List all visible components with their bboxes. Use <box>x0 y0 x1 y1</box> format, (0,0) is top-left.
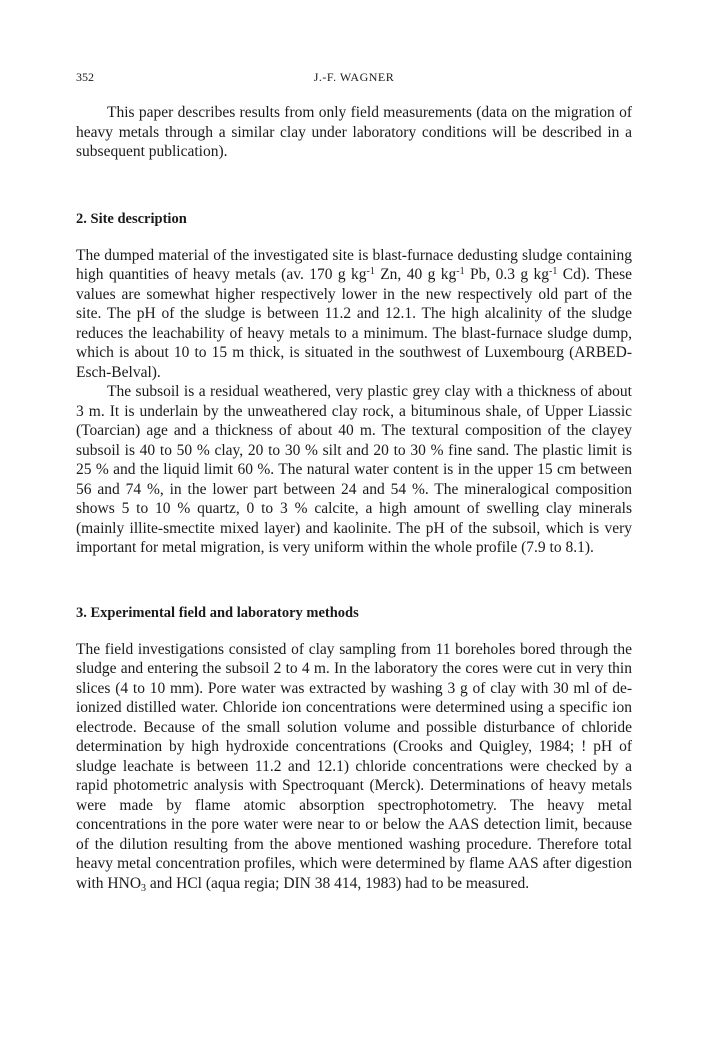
page-header <box>76 70 632 90</box>
text-run: Zn, 40 g kg <box>374 266 457 283</box>
text-run: Cd). These values are somewhat higher respectively lower in the new respectively old part of the site. The pH of the sludge is between 11.2 and 12.1. The high alcalinity of the sludge reduces the leachability of heavy metals to a minimum. The blast-furnace sludge dump, which is about 10 to 15 m thick, is situated in the southwest of Luxembourg (ARBED-Esch-Belval). <box>76 266 632 381</box>
superscript: -1 <box>456 266 465 277</box>
site-description-paragraph-2: The subsoil is a residual weathered, very plastic grey clay with a thickness of about 3 m. It is underlain by the unweathered clay rock, a bituminous shale, of Upper Liassic (Toarcian) age and a thickness of about 40 m. The textural composition of the clayey subsoil is 40 to 50 % clay, 20 to 30 % silt and 20 to 30 % fine sand. The plastic limit is 25 % and the liquid limit 60 %. The natural water content is in the upper 15 cm between 56 and 74 %, in the lower part between 24 and 54 %. The mineralogical composition shows 5 to 10 % quartz, 0 to 3 % calcite, a high amount of swelling clay minerals (mainly illite-smectite mixed layer) and kaolinite. The pH of the subsoil, which is very important for metal migration, is very uniform within the whole profile (7.9 to 8.1). <box>76 383 632 556</box>
intro-paragraph: This paper describes results from only field measurements (data on the migration of heavy metals through a similar clay under laboratory conditions will be described in a subsequent publication). <box>76 104 632 160</box>
methods-paragraph-1 <box>76 640 632 894</box>
page-number: 352 <box>76 70 94 84</box>
running-head: J.-F. WAGNER <box>313 70 395 84</box>
subscript: 3 <box>141 882 147 894</box>
text-run: The field investigations consisted of clay sampling from 11 boreholes bored through the sludge and entering the subsoil 2 to 4 m. In the laboratory the cores were cut in very thin slices (4 to 10 mm). Pore water was extracted by washing 3 g of clay with 30 ml of de-ionized distilled water. Chloride ion concentrations were determined using a specific ion electrode. Because of the small solution volume and possible disturbance of chloride determination by high hydroxide concentrations (Crooks and Quigley, 1984; ! pH of sludge leachate is between 11.2 and 12.1) chloride concentrations were checked by a rapid photometric analysis with Spectroquant (Merck). Determinations of heavy metals were made by flame atomic absorption spectrophotometry. The heavy metal concentrations in the pore water were near to or below the AAS detection limit, because of the dilution resulting from the above mentioned washing procedure. Therefore total heavy metal concentration profiles, which were determined by flame AAS after digestion with HNO <box>76 640 632 892</box>
section-heading-site-description: 2. Site description <box>76 210 187 227</box>
text-run: The dumped material of the investigated site is blast-furnace dedusting sludge containing high quantities of heavy metals (av. 170 g kg <box>76 246 632 283</box>
site-description-paragraph-1 <box>76 246 632 383</box>
superscript: -1 <box>366 266 375 277</box>
text-run: Pb, 0.3 g kg <box>464 266 550 283</box>
section-heading-methods: 3. Experimental field and laboratory methods <box>76 604 359 621</box>
superscript: -1 <box>549 266 558 277</box>
text-run: and HCl (aqua regia; DIN 38 414, 1983) had to be measured. <box>146 874 530 892</box>
page <box>76 70 632 893</box>
